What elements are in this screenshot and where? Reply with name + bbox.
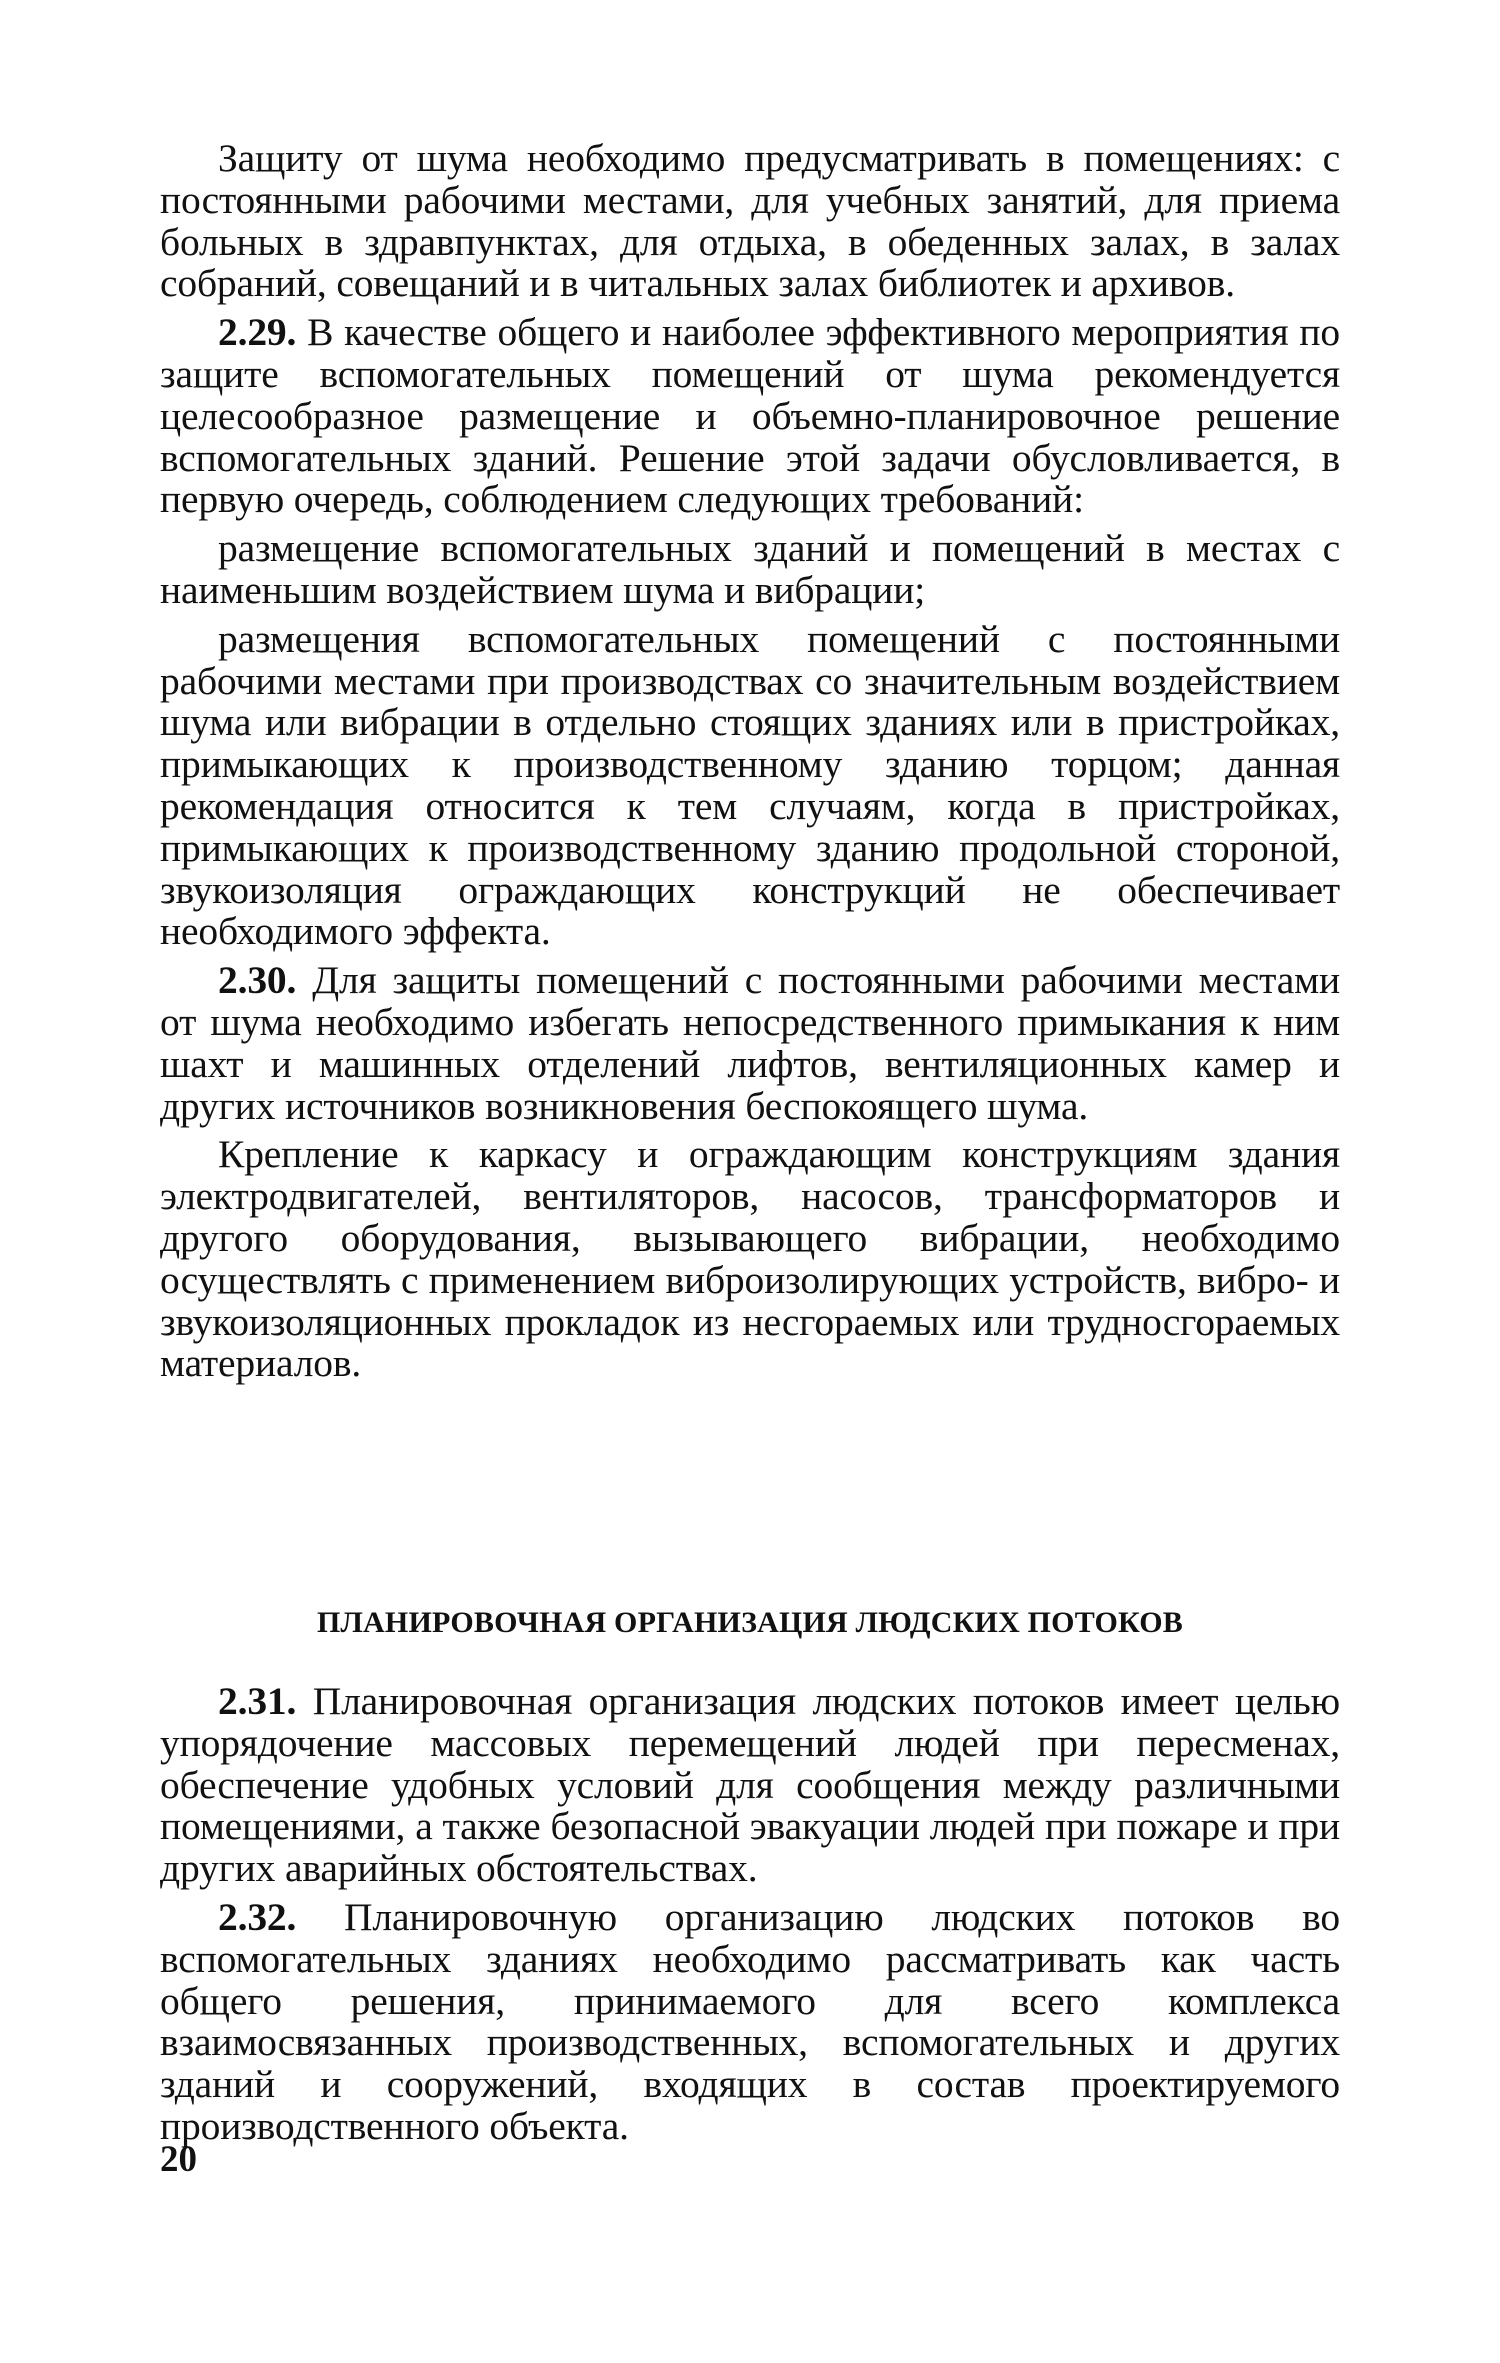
paragraph-2-31 xyxy=(160,1681,1340,1890)
paragraph-2-32 xyxy=(160,1894,1340,2148)
paragraph-number: 2.29. xyxy=(218,310,297,355)
paragraph-text: Крепление к каркасу и ограждающим конструкциям здания электродвигателей, вентиляторов, насосов, трансформаторов и другого оборудования, вызывающего вибрации, необходимо осуществлять с применением виброизолирующих устройств, вибро- и звукоизоляционных прокладок из несгораемых или трудносгораемых материалов. xyxy=(160,1132,1340,1386)
paragraph-2-30 xyxy=(160,960,1340,1127)
paragraph-noise-protection-rooms xyxy=(160,138,1340,305)
paragraph-text: Защиту от шума необходимо предусматривать в помещениях: с постоянными рабочими местами, для учебных занятий, для приема больных в здравпунктах, для отдыха, в обеденных залах, в залах собраний, совещаний и в читальных залах библиотек и архивов. xyxy=(160,136,1340,306)
paragraph-text: Планировочная организация людских потоков имеет целью упорядочение массовых перемещений людей при пересменах, обеспечение удобных условий для сообщения между различными помещениями, а также безопасной эвакуации людей при пожаре и при других аварийных обстоятельствах. xyxy=(160,1679,1340,1891)
page-number: 20 xyxy=(160,2139,197,2180)
paragraph-equipment-mounting xyxy=(160,1134,1340,1385)
paragraph-requirement-placement xyxy=(160,528,1340,612)
section-heading: ПЛАНИРОВОЧНАЯ ОРГАНИЗАЦИЯ ЛЮДСКИХ ПОТОКОВ xyxy=(316,1606,1184,1639)
paragraph-text: размещения вспомогательных помещений с постоянными рабочими местами при производствах со значительным воздействием шума или вибрации в отдельно стоящих зданиях или в пристройках, примыкающих к производственному зданию торцом; данная рекомендация относится к тем случаям, когда в пристройках, примыкающих к производственному зданию продольной стороной, звукоизоляция ограждающих конструкций не обеспечивает необходимого эффекта. xyxy=(160,616,1340,954)
paragraph-text: Планировочную организацию людских потоков во вспомогательных зданиях необходимо рассматривать как часть общего решения, принимаемого для всего комплекса взаимосвязанных производственных, вспомогательных и других зданий и сооружений, входящих в состав проектируемого производственного объекта. xyxy=(160,1894,1340,2148)
text-block-top xyxy=(160,138,1340,1392)
paragraph-number: 2.31. xyxy=(218,1679,297,1723)
text-block-bottom xyxy=(160,1681,1340,2155)
paragraph-text: Для защиты помещений с постоянными рабочими местами от шума необходимо избегать непосредственного примыкания к ним шахт и машинных отделений лифтов, вентиляционных камер и других источников возникновения беспокоящего шума. xyxy=(160,958,1340,1128)
paragraph-2-29 xyxy=(160,312,1340,521)
paragraph-requirement-separate-buildings xyxy=(160,616,1340,954)
paragraph-number: 2.30. xyxy=(218,958,297,1003)
paragraph-text: В качестве общего и наиболее эффективного мероприятия по защите вспомогательных помещений от шума рекомендуется целесообразное размещение и объемно-планировочное решение вспомогательных зданий. Решение этой задачи обусловливается, в первую очередь, соблюдением следующих требований: xyxy=(160,310,1340,522)
paragraph-number: 2.32. xyxy=(218,1894,297,1939)
paragraph-text: размещение вспомогательных зданий и помещений в местах с наименьшим воздействием шума и вибрации; xyxy=(160,526,1340,612)
document-page xyxy=(160,138,1340,2318)
